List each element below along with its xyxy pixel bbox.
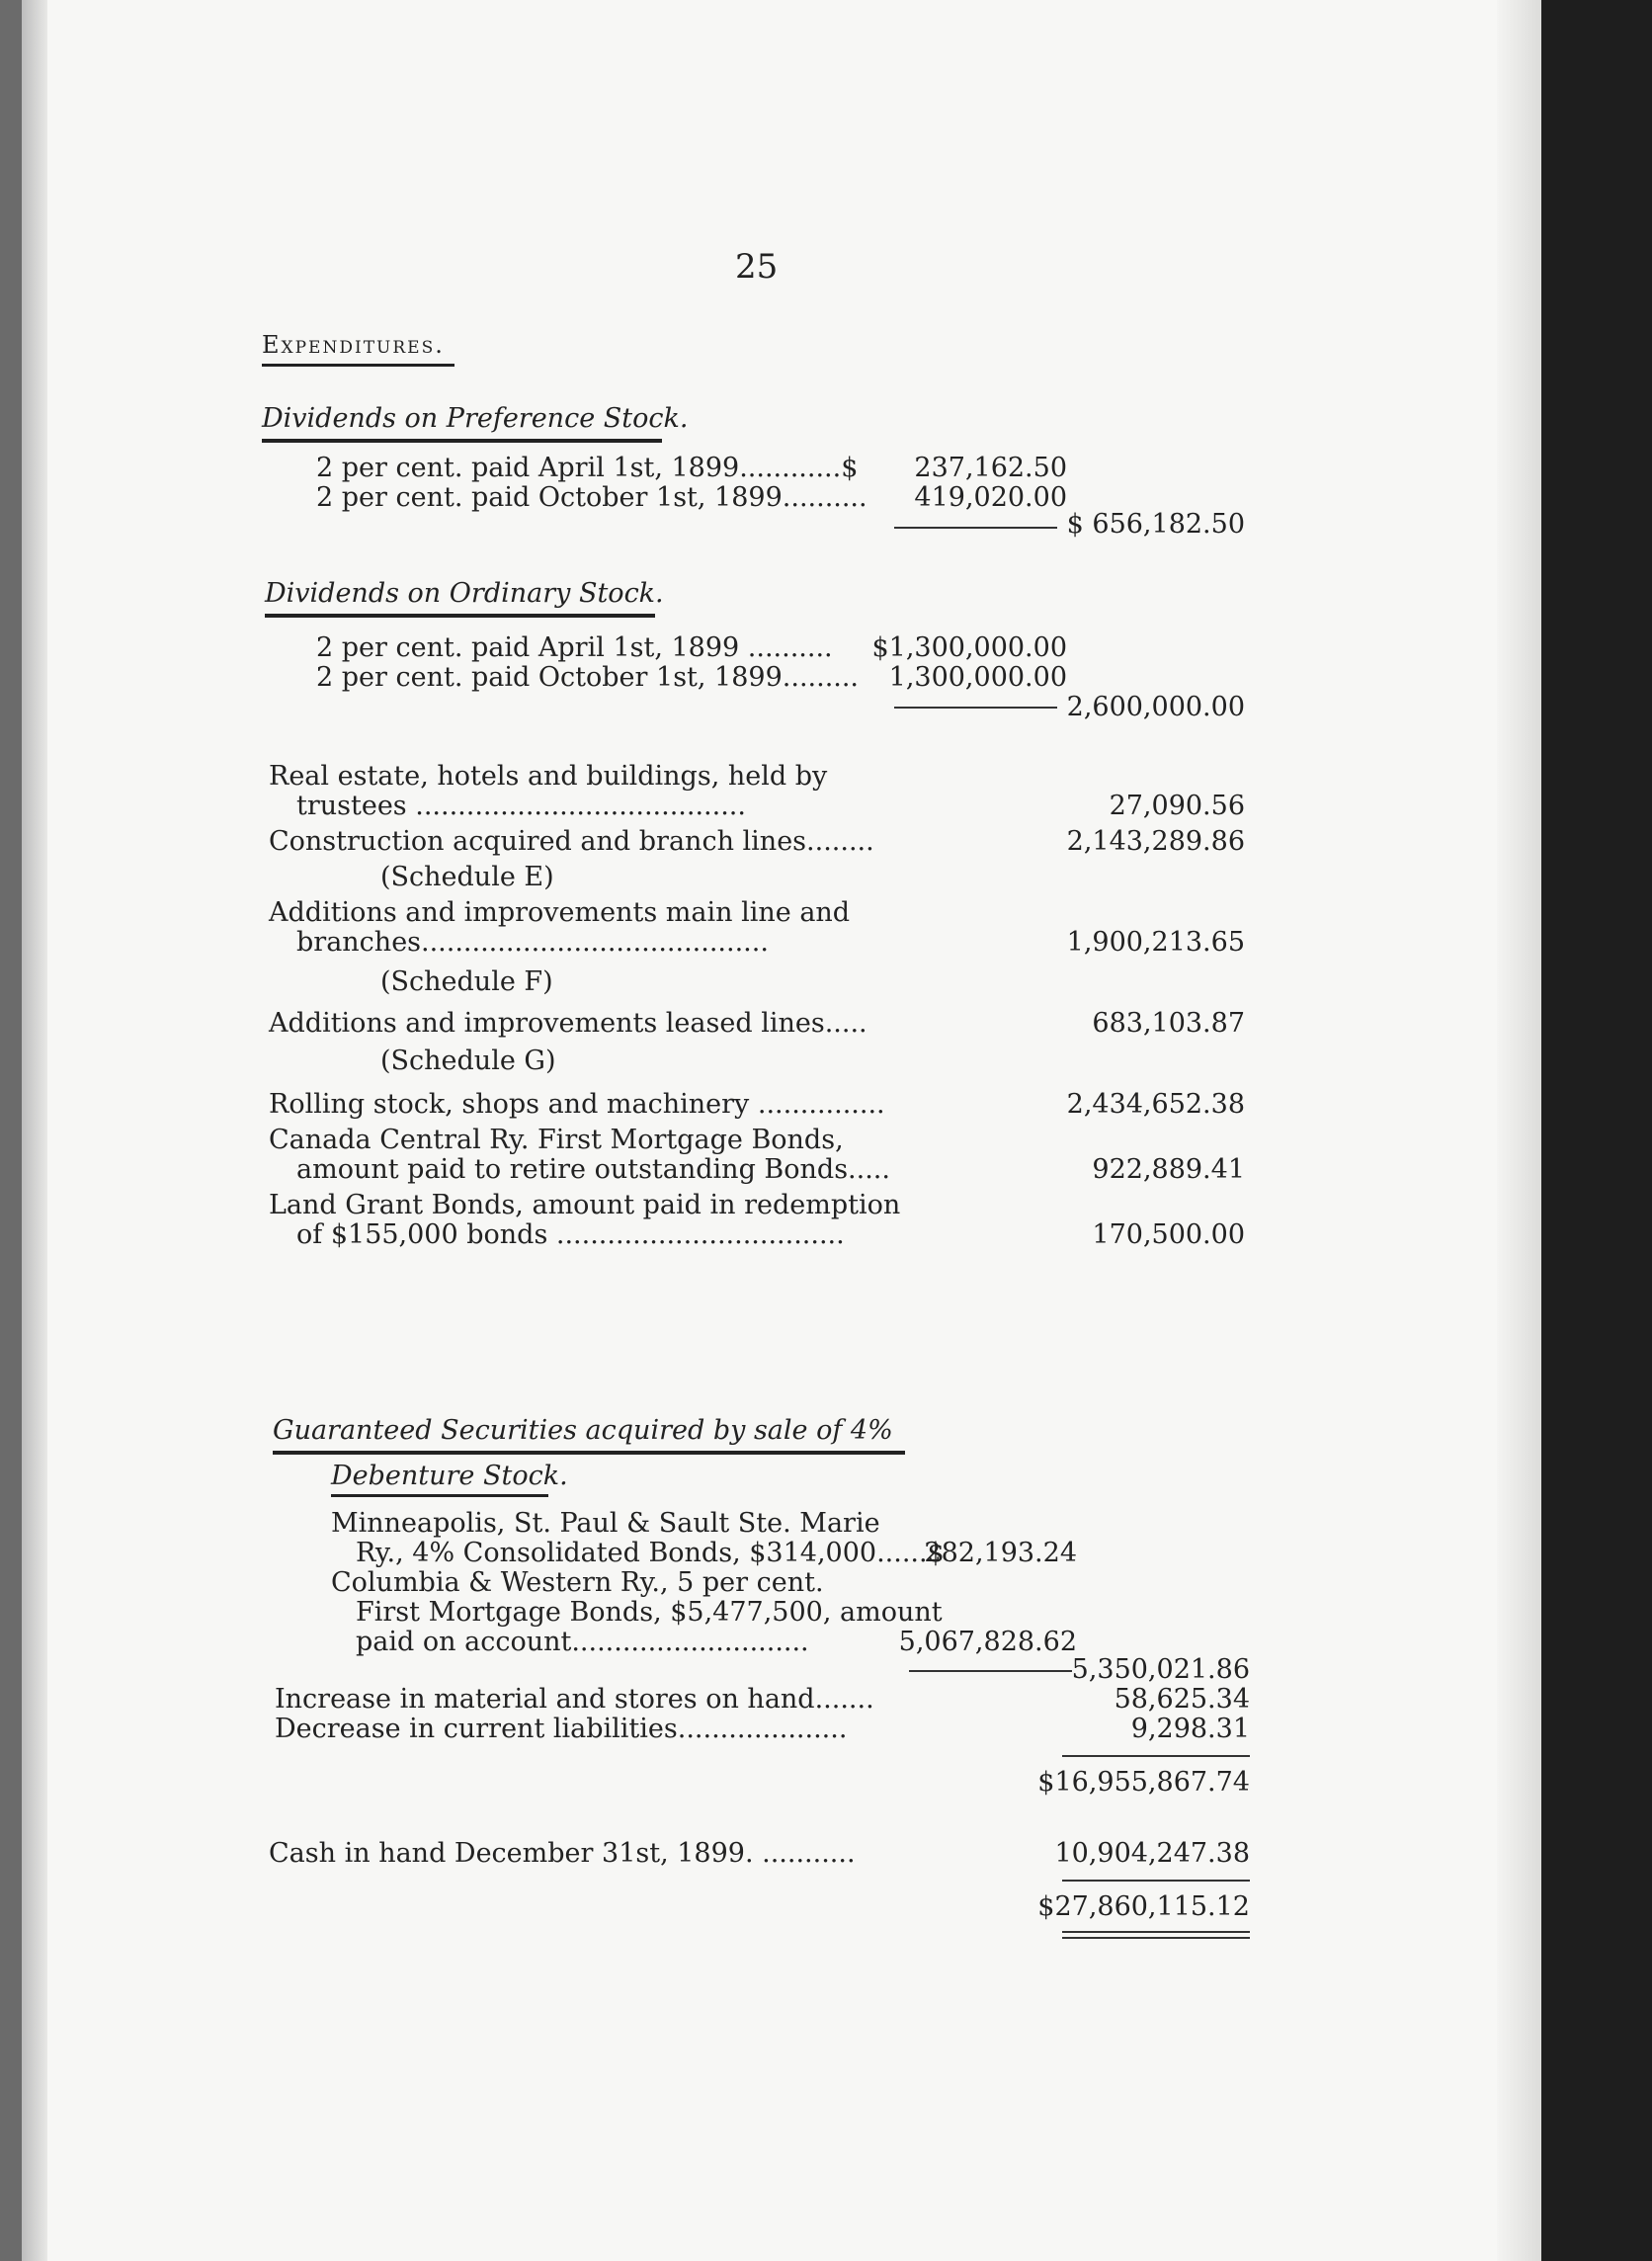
debenture-subtitle: Debenture Stock.	[331, 1461, 568, 1491]
land-line1: Land Grant Bonds, amount paid in redemption	[269, 1190, 901, 1220]
grand-total-double-rule-2	[1062, 1937, 1250, 1939]
canada-amount: 922,889.41	[1092, 1154, 1245, 1185]
guaranteed-title: Guaranteed Securities acquired by sale of 4%	[273, 1415, 893, 1446]
grand-total-double-rule-1	[1062, 1931, 1250, 1933]
guaranteed-total: 5,350,021.86	[1071, 1654, 1250, 1685]
pref-line1-amount: 237,162.50	[914, 453, 1067, 483]
section-heading: Expenditures.	[262, 331, 445, 359]
minneapolis-line1: Minneapolis, St. Paul & Sault Ste. Marie	[331, 1508, 880, 1539]
rolling-label: Rolling stock, shops and machinery ...............	[269, 1089, 885, 1120]
cash-label: Cash in hand December 31st, 1899. ...........	[269, 1838, 856, 1869]
pref-total: $ 656,182.50	[1066, 509, 1245, 540]
book-spine-shadow	[0, 0, 22, 2261]
additions-line2: branches.........................................	[296, 927, 769, 958]
page-right-edge	[1497, 0, 1541, 2261]
pref-line1-label: 2 per cent. paid April 1st, 1899............$	[316, 453, 859, 483]
land-line2: of $155,000 bonds ..................................	[296, 1219, 845, 1250]
grand-total-rule	[1062, 1880, 1250, 1882]
construction-label: Construction acquired and branch lines........	[269, 826, 874, 857]
guaranteed-title-underline	[273, 1451, 905, 1455]
additions-amount: 1,900,213.65	[1066, 927, 1245, 958]
book-spine-edge	[22, 0, 47, 2261]
decrease-label: Decrease in current liabilities....................	[275, 1714, 848, 1744]
schedule-g: (Schedule G)	[380, 1046, 556, 1076]
ord-total: 2,600,000.00	[1066, 692, 1245, 722]
cash-amount: 10,904,247.38	[1054, 1838, 1250, 1869]
schedule-f: (Schedule F)	[380, 966, 553, 997]
rolling-amount: 2,434,652.38	[1066, 1089, 1245, 1120]
columbia-amount: 5,067,828.62	[898, 1627, 1077, 1657]
real-estate-line1: Real estate, hotels and buildings, held by	[269, 761, 828, 792]
pref-line2-amount: 419,020.00	[914, 482, 1067, 513]
pref-title: Dividends on Preference Stock.	[262, 403, 689, 434]
heading-underline	[262, 364, 454, 367]
additions-line1: Additions and improvements main line and	[269, 897, 851, 928]
grand-total: $27,860,115.12	[1037, 1891, 1250, 1922]
columbia-line1: Columbia & Western Ry., 5 per cent.	[331, 1567, 824, 1598]
columbia-line2: First Mortgage Bonds, $5,477,500, amount	[356, 1597, 943, 1628]
subtotal-rule	[1062, 1755, 1250, 1757]
pref-line2-label: 2 per cent. paid October 1st, 1899..........	[316, 482, 867, 513]
decrease-amount: 9,298.31	[1130, 1714, 1250, 1744]
schedule-e: (Schedule E)	[380, 862, 554, 892]
ord-title-underline	[265, 614, 655, 618]
page-number: 25	[735, 247, 779, 287]
ord-line1-amount: $1,300,000.00	[871, 632, 1067, 663]
canada-line1: Canada Central Ry. First Mortgage Bonds,	[269, 1125, 844, 1155]
subtotal: $16,955,867.74	[1037, 1767, 1250, 1798]
background-dark	[1541, 0, 1652, 2261]
ord-line2-label: 2 per cent. paid October 1st, 1899.........	[316, 662, 860, 693]
pref-title-underline	[262, 439, 662, 443]
ord-line1-label: 2 per cent. paid April 1st, 1899 ..........	[316, 632, 833, 663]
minneapolis-amount: 282,193.24	[924, 1538, 1077, 1568]
land-amount: 170,500.00	[1092, 1219, 1245, 1250]
construction-amount: 2,143,289.86	[1066, 826, 1245, 857]
ord-line2-amount: 1,300,000.00	[888, 662, 1067, 693]
increase-amount: 58,625.34	[1114, 1684, 1250, 1715]
columbia-line3: paid on account............................	[356, 1627, 809, 1657]
leased-label: Additions and improvements leased lines.....	[269, 1008, 867, 1039]
canada-line2: amount paid to retire outstanding Bonds.....	[296, 1154, 890, 1185]
ord-title: Dividends on Ordinary Stock.	[265, 578, 664, 609]
increase-label: Increase in material and stores on hand.......	[275, 1684, 874, 1715]
minneapolis-line2: Ry., 4% Consolidated Bonds, $314,000......$	[356, 1538, 945, 1568]
debenture-underline	[331, 1494, 548, 1497]
real-estate-line2: trustees .......................................	[296, 791, 746, 821]
real-estate-amount: 27,090.56	[1109, 791, 1245, 821]
leased-amount: 683,103.87	[1092, 1008, 1245, 1039]
